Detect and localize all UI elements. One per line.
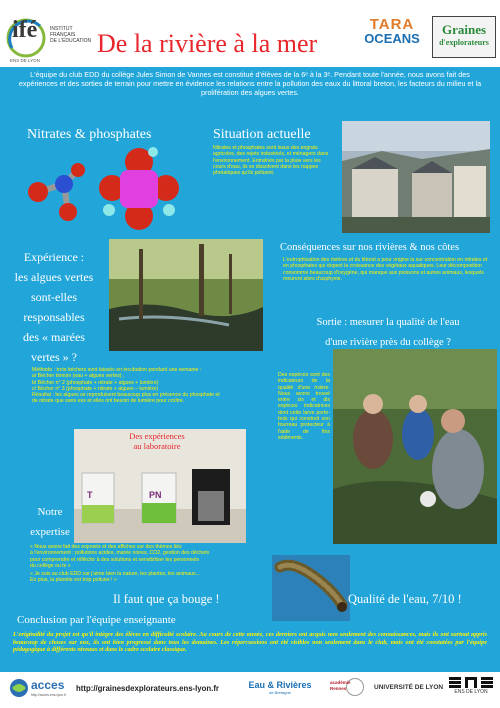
conclusion-title: Conclusion par l'équipe enseignante xyxy=(17,614,176,626)
lab-label: Des expériences au laboratoire xyxy=(129,431,185,451)
situation-text: Nitrates et phosphates sont issus des engrais agricoles, des rejets industriels, et ménagers dans l'environnement. Entraînés par la pluie vers les cours d'eau, ils se dissolvent dans les nappes phréatiques qu'ils polluent. xyxy=(213,145,329,177)
river-photo xyxy=(109,239,263,351)
ife-caption: INSTITUT FRANÇAIS DE L'ÉDUCATION xyxy=(50,26,92,44)
beaker-label-pn: PN xyxy=(149,490,162,500)
ife-logo-text: ifé xyxy=(12,17,38,43)
beaker-label-t: T xyxy=(87,490,93,500)
town-photo xyxy=(342,121,490,233)
universite-logo: UNIVERSITÉ DE LYON xyxy=(374,684,444,691)
ens-logo: ENS DE LYON xyxy=(448,675,494,695)
consequences-title: Conséquences sur nos rivières & nos côtes xyxy=(280,242,460,253)
ife-subcaption: ENS DE LYON xyxy=(10,58,40,63)
qualite-eau: Qualité de l'eau, 7/10 ! xyxy=(348,592,462,606)
page-title: De la rivière à la mer xyxy=(97,29,318,58)
larva-photo xyxy=(272,555,350,621)
tara-logo: TARA OCEANS xyxy=(364,16,420,46)
acces-logo: acces http://acces.ens-lyon.fr xyxy=(9,676,71,702)
expertise-label: Notre expertise xyxy=(30,506,70,538)
molecule-nitrate xyxy=(24,162,90,224)
conclusion-text: L'originalité du projet est qu'il intègre des élèves en difficulté scolaire. Au cours de cette année, ces derniers ont acquis non seulement des connaissances, mais ils ont surtout appris beaucoup de choses sur eux, ils ont bien progressé dans tous les domaines. Les répercussions ont été visibles non seulement dans le club, mais ont été constatées par l'équipe pédagogique à différents niveaux et dans le cadre scolaire classique. xyxy=(13,631,487,654)
ens-mark-icon xyxy=(449,675,493,689)
academie-logo: académie Rennes xyxy=(330,676,364,704)
expertise-text: « Nous avons fait des exposés et des affiches sur des thèmes liés à l'environnement : pollutions acides, marée noires, CO2, gestion des déchets pour comprendre et réfléchir à des solutions et sensibiliser les personnels du collège ou le » « Je suis au club EDD car j'aime bien la nature, les plantes, les animaux... En plus, la planète est trop polluée ! » xyxy=(30,544,210,584)
eau-rivieres-logo: Eau & Rivières de Bretagne xyxy=(248,680,312,695)
nitrates-title: Nitrates & phosphates xyxy=(27,127,152,142)
consequences-text: L'eutrophisation des rivières et du littoral a pour origine la sur-concentration en nitrates et en phosphates qui dopent la croissance des végétaux aquatiques. Leur décomposition consomme beaucoup d'oxygène, qui manque aux poissons et autres animaux, lesquels meurent alors d'asphyxie. xyxy=(283,257,488,282)
field-photo xyxy=(333,349,497,544)
sortie-title: Sortie : mesurer la qualité de l'eau d'une rivière près du collège ? xyxy=(316,317,460,348)
acces-globe-icon xyxy=(9,678,29,698)
experience-question: Expérience : les algues vertes sont-elles responsables des « marées vertes » ? xyxy=(14,250,94,364)
methode-text: Méthode : trois béchers sont laissés en incubation pendant une semaine : a/ Bécher témoin (eau + algues vertes) ; b/ Bécher n° 2 (phosphate + nitrate + algues + lumière) c/ Bécher n° 3 (phosphate + nitrate + algues – lumière) Résultat : les algues se reproduisent beaucoup plus en présence du phosphate et de nitrate que sans eux et elles ont besoin de lumière pour croître. xyxy=(32,367,220,405)
footer-url[interactable]: http://grainesdexplorateurs.ens-lyon.fr xyxy=(76,684,219,693)
faut-bouge: Il faut que ça bouge ! xyxy=(113,592,220,606)
situation-title: Situation actuelle xyxy=(213,127,311,142)
intro-text: L'équipe du club EDD du collège Jules Simon de Vannes est constitué d'élèves de la 6ᵉ à la 3ᵉ. Pendant toute l'année, nous avons fait des expériences et des sorties de terrain pour mettre en évidence les relations entre la pollution des eaux du littoral breton, les facteurs du milieu et la prolifération des algues vertes. xyxy=(18,70,482,97)
especes-text: Des espèces sont des indicateurs de la qualité d'une rivière. Nous avons trouvé entre six et dix espèces indicatrices dont cette larve porte-bois qui construit son fourreau protecteur à l'aide de fins sédiments. xyxy=(278,372,330,441)
molecule-phosphate xyxy=(96,144,182,234)
graines-logo: Graines d'explorateurs xyxy=(432,16,496,58)
